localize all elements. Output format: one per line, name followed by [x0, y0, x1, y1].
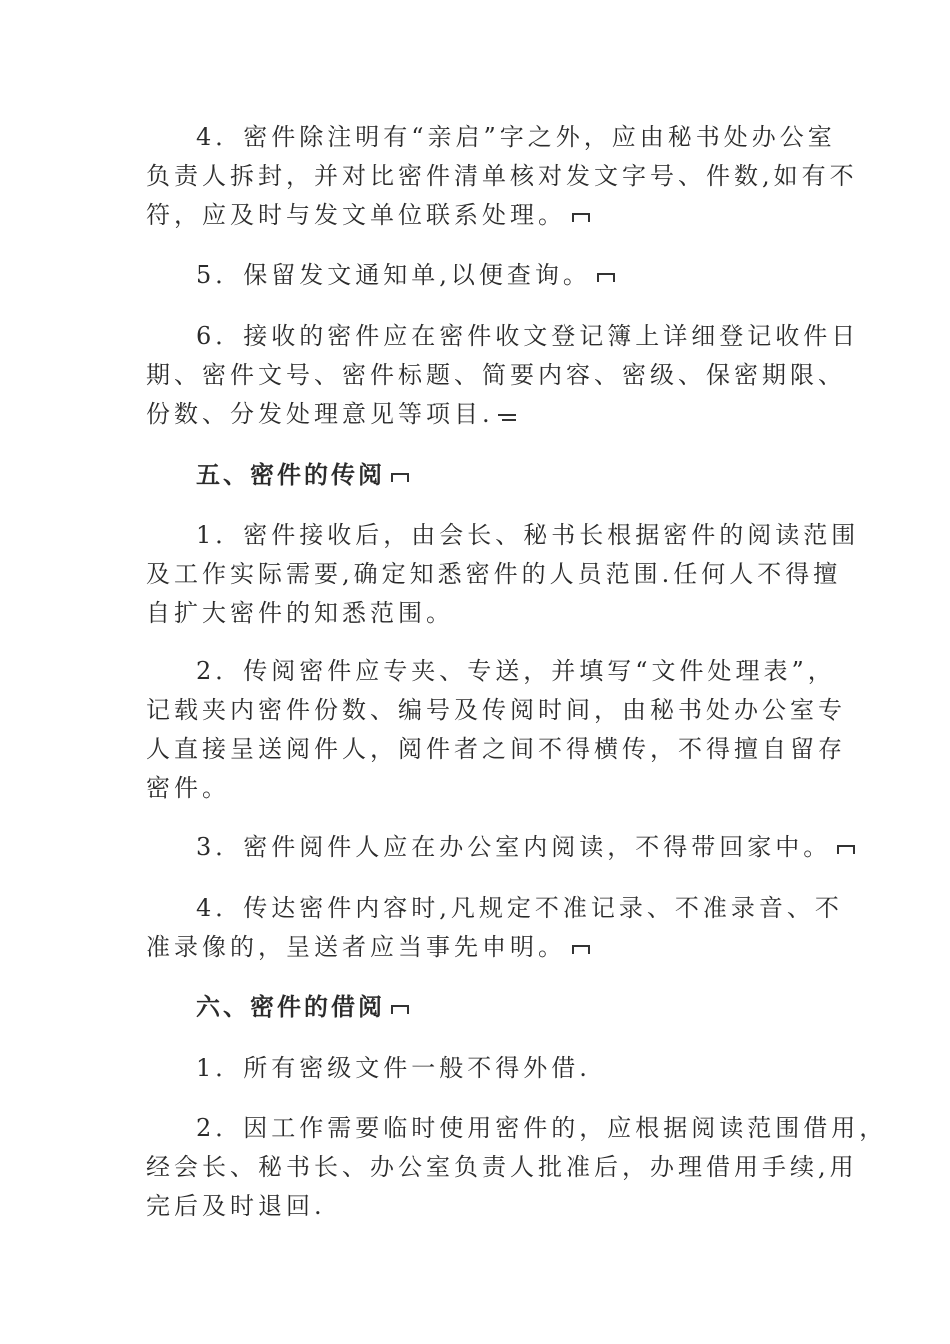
- paragraph-line: [196, 652, 836, 690]
- paragraph-text: 份数、分发处理意见等项目.: [146, 400, 494, 428]
- paragraph-line: [146, 1187, 326, 1225]
- paragraph-text: 记载夹内密件份数、编号及传阅时间，由秘书处办公室专: [146, 696, 846, 724]
- paragraph-text: 4．密件除注明有“亲启”字之外，应由秘书处办公室: [196, 123, 836, 151]
- paragraph-line: [146, 1148, 858, 1186]
- paragraph-text: 负责人拆封，并对比密件清单核对发文字号、件数,如有不: [146, 162, 858, 190]
- paragraph-mark-icon: [570, 211, 592, 225]
- paragraph-text: 5．保留发文通知单,以便查询。: [196, 261, 591, 289]
- section-heading: [196, 988, 411, 1026]
- paragraph-text: 经会长、秘书长、办公室负责人批准后，办理借用手续,用: [146, 1153, 858, 1181]
- section-heading: [196, 456, 411, 494]
- paragraph-text: 2．传阅密件应专夹、专送，并填写“文件处理表”，: [196, 657, 836, 685]
- paragraph-line: [196, 828, 857, 866]
- paragraph-text: 完后及时退回.: [146, 1192, 326, 1220]
- paragraph-mark-icon: [389, 1003, 411, 1017]
- paragraph-line: [196, 1109, 887, 1147]
- section-break-mark-icon: [498, 410, 516, 424]
- paragraph-line: [196, 889, 843, 927]
- paragraph-line: [146, 157, 858, 195]
- paragraph-text: 6．接收的密件应在密件收文登记簿上详细登记收件日: [196, 322, 860, 350]
- paragraph-mark-icon: [389, 471, 411, 485]
- paragraph-text: 3．密件阅件人应在办公室内阅读，不得带回家中。: [196, 833, 832, 861]
- paragraph-line: [146, 555, 841, 593]
- paragraph-line: [146, 594, 454, 632]
- paragraph-text: 及工作实际需要,确定知悉密件的人员范围.任何人不得擅: [146, 560, 842, 588]
- paragraph-line: [146, 395, 516, 433]
- paragraph-line: [146, 691, 846, 729]
- paragraph-line: [196, 317, 859, 355]
- paragraph-text: 2．因工作需要临时使用密件的，应根据阅读范围借用，: [196, 1114, 888, 1142]
- paragraph-line: [146, 196, 592, 234]
- paragraph-mark-icon: [570, 943, 592, 957]
- heading-text: 六、密件的借阅: [196, 992, 385, 1021]
- paragraph-line: [196, 256, 617, 294]
- paragraph-text: 期、密件文号、密件标题、简要内容、密级、保密期限、: [146, 361, 846, 389]
- paragraph-line: [146, 356, 846, 394]
- paragraph-text: 1．密件接收后，由会长、秘书长根据密件的阅读范围: [196, 521, 860, 549]
- paragraph-text: 4．传达密件内容时,凡规定不准记录、不准录音、不: [196, 894, 843, 922]
- paragraph-text: 符，应及时与发文单位联系处理。: [146, 201, 566, 229]
- paragraph-text: 人直接呈送阅件人，阅件者之间不得横传，不得擅自留存: [146, 735, 846, 763]
- paragraph-line: [196, 118, 836, 156]
- paragraph-line: [196, 516, 859, 554]
- heading-text: 五、密件的传阅: [196, 460, 385, 489]
- paragraph-text: 自扩大密件的知悉范围。: [146, 599, 454, 627]
- paragraph-mark-icon: [835, 843, 857, 857]
- paragraph-line: [146, 928, 592, 966]
- paragraph-line: [196, 1049, 591, 1087]
- paragraph-text: 密件。: [146, 774, 230, 802]
- paragraph-mark-icon: [595, 271, 617, 285]
- paragraph-line: [146, 730, 846, 768]
- paragraph-text: 1．所有密级文件一般不得外借.: [196, 1054, 591, 1082]
- paragraph-line: [146, 769, 230, 807]
- paragraph-text: 准录像的，呈送者应当事先申明。: [146, 933, 566, 961]
